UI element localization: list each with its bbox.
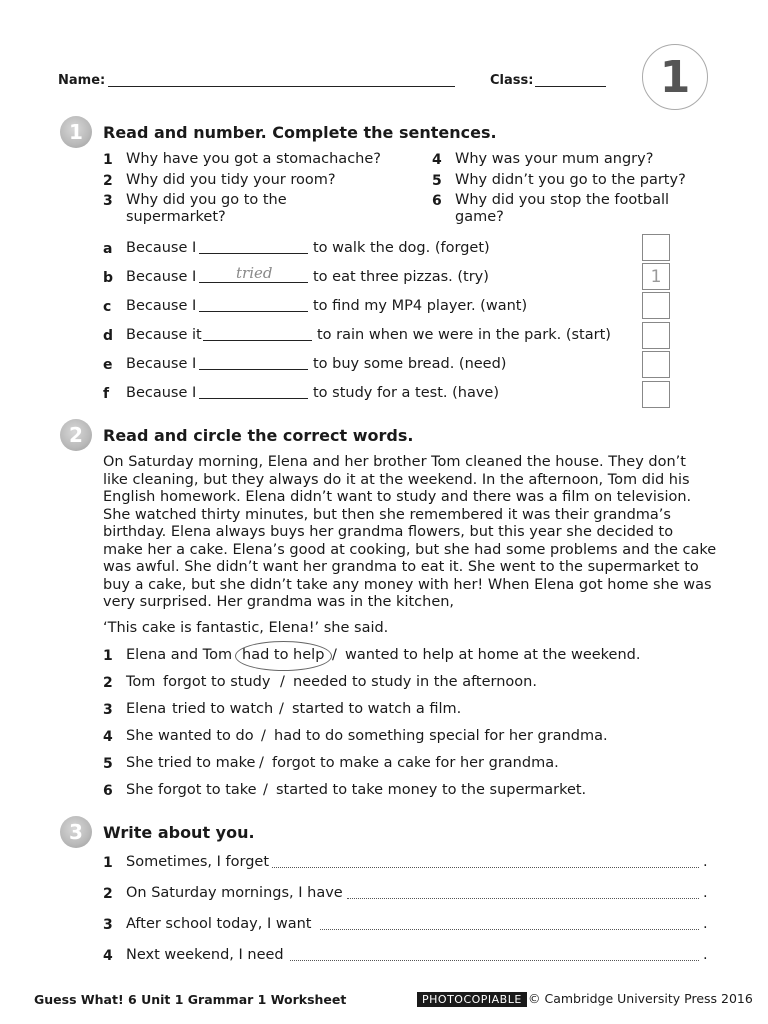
question-number: 5 [432,173,442,189]
answer-blank[interactable] [199,311,308,312]
passage-line: English homework. Elena didn’t want to study and there was a film on television. [103,489,692,505]
section-1-icon: 1 [60,116,92,148]
option-separator: / [332,647,337,663]
answer-start: Because it [126,327,202,343]
question-text-cont: game? [455,209,504,225]
answer-number-box[interactable] [642,322,670,349]
answer-handwritten: tried [236,264,273,282]
answer-end: to study for a test. (have) [313,385,499,401]
answer-blank[interactable] [199,282,308,283]
option-2[interactable]: started to take money to the supermarket. [276,782,587,798]
answer-end: to buy some bread. (need) [313,356,507,372]
passage-line: buy a cake, but she didn’t take any money with her! When Elena got home she was [103,576,712,593]
answer-end: to find my MP4 player. (want) [313,298,528,314]
question-text-cont: supermarket? [126,209,226,225]
write-line[interactable] [272,867,699,868]
answer-end: to rain when we were in the park. (start) [317,327,611,343]
section-3-icon: 3 [60,816,92,848]
item-number: 4 [103,729,113,745]
answer-letter: b [103,270,114,286]
option-1[interactable]: tried to watch [172,701,274,717]
item-number: 2 [103,675,113,691]
item-pre: Elena and Tom [126,647,233,663]
prompt-text: On Saturday mornings, I have [126,885,343,901]
write-line[interactable] [320,929,699,930]
option-separator: / [279,701,284,717]
option-1[interactable]: tried to make [158,755,256,771]
answer-number-box[interactable] [642,351,670,378]
prompt-text: Next weekend, I need [126,947,284,963]
answer-end: to eat three pizzas. (try) [313,269,489,285]
name-label: Name: [58,73,106,88]
line-end: . [703,854,708,870]
question-number: 4 [432,152,442,168]
passage-line: birthday. Elena always buys her grandma flowers, but this year she decided to [103,524,674,540]
question-text: Why didn’t you go to the party? [455,172,686,188]
answer-letter: c [103,299,112,315]
class-field[interactable] [535,86,606,87]
write-line[interactable] [347,898,699,899]
option-separator: / [280,674,285,690]
item-number: 1 [103,648,113,664]
answer-number-box[interactable] [642,234,670,261]
question-number: 3 [103,193,113,209]
item-pre: She [126,755,154,771]
answer-start: Because I [126,356,197,372]
section-2-title: Read and circle the correct words. [103,426,414,445]
passage-line: was awful. She didn’t want her grandma to eat it. She went to the supermarket to [103,559,699,575]
section-3-title: Write about you. [103,823,255,842]
item-number: 3 [103,917,113,933]
option-2[interactable]: wanted to help at home at the weekend. [345,647,641,663]
section-2-icon: 2 [60,419,92,451]
item-number: 5 [103,756,113,772]
option-1[interactable]: forgot to study [163,674,271,690]
item-number: 4 [103,948,113,964]
option-1[interactable]: wanted to do [158,728,254,744]
passage-quote: ‘This cake is fantastic, Elena!’ she said. [103,620,389,636]
name-field[interactable] [108,86,455,87]
answer-blank[interactable] [199,253,308,254]
item-pre: She [126,728,154,744]
question-number: 2 [103,173,113,189]
answer-blank[interactable] [203,340,312,341]
line-end: . [703,947,708,963]
passage-line: very surprised. Her grandma was in the kitchen, [103,594,455,610]
option-1[interactable]: forgot to take [158,782,257,798]
passage-line: She watched thirty minutes, but then she remembered it was their grandma’s [103,506,671,523]
answer-letter: d [103,328,114,344]
option-2[interactable]: had to do something special for her grandma. [274,728,608,744]
answer-blank[interactable] [199,398,308,399]
answer-number-box[interactable]: 1 [642,263,670,290]
answer-letter: f [103,386,110,402]
question-text: Why did you tidy your room? [126,172,336,188]
question-text: Why did you stop the football [455,192,670,208]
class-label: Class: [490,73,534,88]
footer-title: Guess What! 6 Unit 1 Grammar 1 Worksheet [34,992,347,1007]
passage-line: On Saturday morning, Elena and her brother Tom cleaned the house. They don’t [103,454,686,470]
answer-letter: e [103,357,113,373]
line-end: . [703,885,708,901]
prompt-text: Sometimes, I forget [126,854,270,870]
item-pre: Elena [126,701,167,717]
prompt-text: After school today, I want [126,916,312,932]
answer-letter: a [103,241,113,257]
answer-start: Because I [126,269,197,285]
option-separator: / [259,755,264,771]
answer-circle [235,641,332,671]
question-number: 1 [103,152,113,168]
option-separator: / [263,782,268,798]
option-separator: / [261,728,266,744]
item-number: 3 [103,702,113,718]
photocopiable-badge: PHOTOCOPIABLE [417,992,527,1007]
option-2[interactable]: forgot to make a cake for her grandma. [272,755,559,771]
item-number: 6 [103,783,113,799]
question-text: Why did you go to the [126,192,287,208]
item-pre: Tom [126,674,156,690]
question-text: Why was your mum angry? [455,151,654,167]
question-number: 6 [432,193,442,209]
answer-blank[interactable] [199,369,308,370]
item-pre: She [126,782,154,798]
line-end: . [703,916,708,932]
item-number: 1 [103,855,113,871]
reading-passage [103,454,716,612]
section-1-title: Read and number. Complete the sentences. [103,123,497,142]
answer-start: Because I [126,240,197,256]
write-line[interactable] [290,960,699,961]
answer-number-box[interactable] [642,381,670,408]
answer-start: Because I [126,298,197,314]
copyright: © Cambridge University Press 2016 [528,991,753,1006]
option-2[interactable]: started to watch a film. [292,701,462,717]
option-2[interactable]: needed to study in the afternoon. [293,674,537,690]
passage-line: make her a cake. Elena’s good at cooking, but she had some problems and the cake [103,541,717,558]
item-number: 2 [103,886,113,902]
answer-number-box[interactable] [642,292,670,319]
option-1[interactable]: had to help [242,647,325,663]
question-text: Why have you got a stomachache? [126,151,381,167]
answer-end: to walk the dog. (forget) [313,240,490,256]
unit-number-badge: 1 [642,44,708,110]
answer-start: Because I [126,385,197,401]
passage-line: like cleaning, but they always do it at the weekend. In the afternoon, Tom did his [103,471,690,488]
